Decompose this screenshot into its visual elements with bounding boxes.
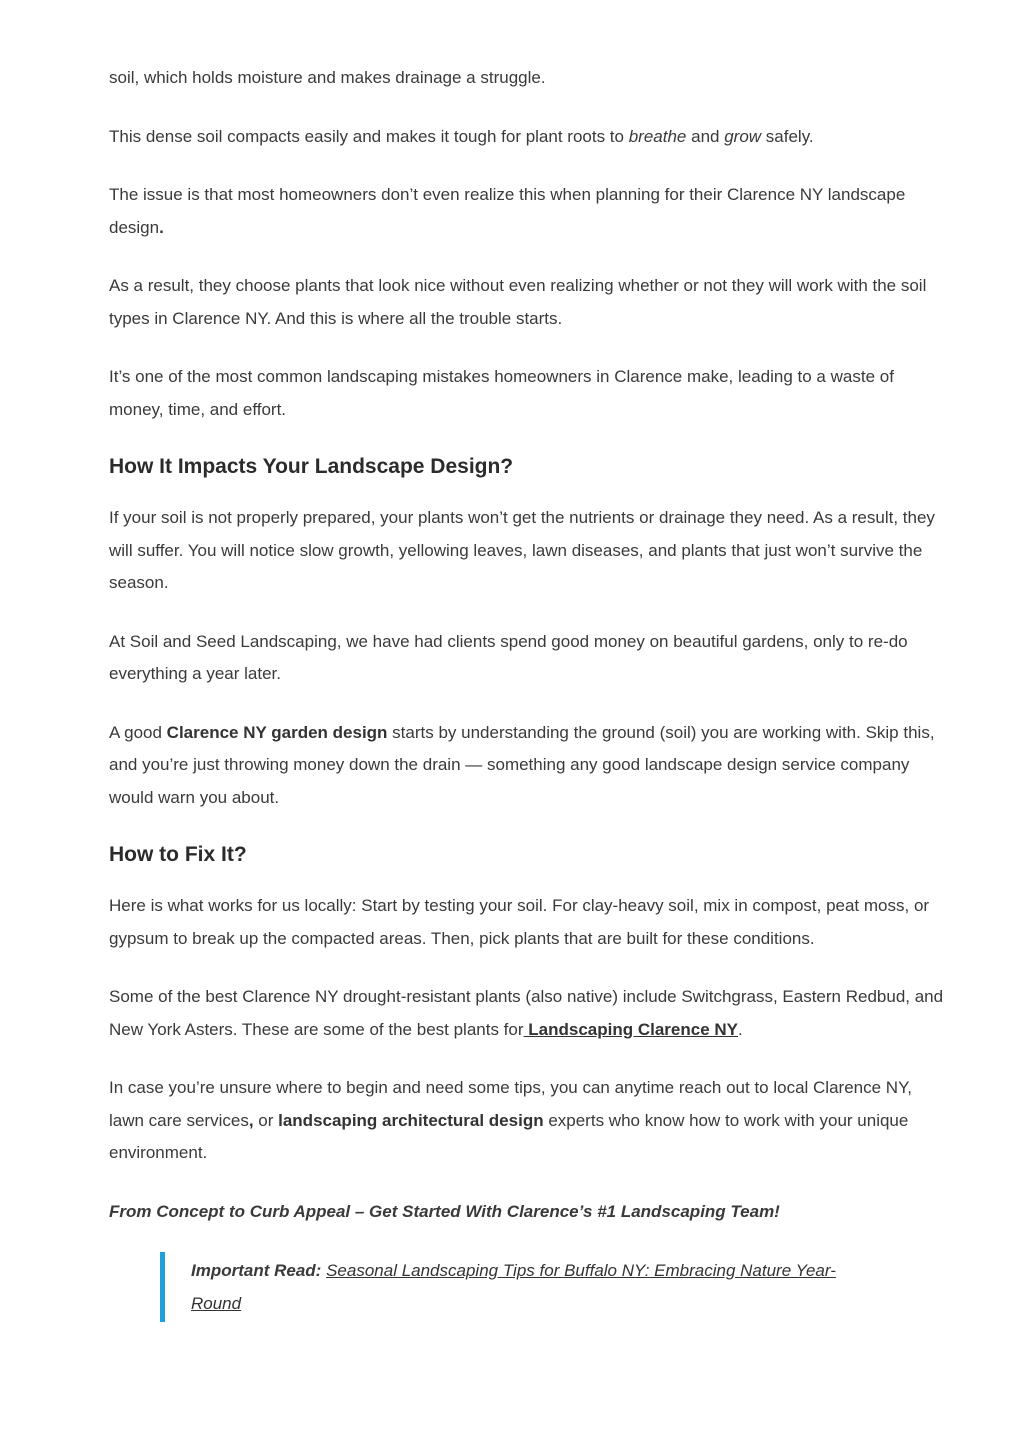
text-run: In case you’re unsure where to begin and need some tips, you can anytime reach out to local Clarence NY, lawn care services (109, 1078, 912, 1130)
text-run: experts who know how to work with your unique environment. (109, 1110, 909, 1162)
paragraph: At Soil and Seed Landscaping, we have had clients spend good money on beautiful gardens, only to re-do everything a year later. (109, 631, 908, 683)
important-read-text (191, 1254, 881, 1320)
section-heading-impacts: How It Impacts Your Landscape Design? (109, 455, 514, 478)
paragraph (109, 717, 949, 815)
call-to-action: From Concept to Curb Appeal – Get Started With Clarence’s #1 Landscaping Team! (109, 1201, 780, 1221)
bold-period: . (159, 217, 164, 237)
bold-comma: , (248, 1110, 254, 1130)
article-body (109, 62, 949, 1322)
text-run: starts by understanding the ground (soil) you are working with. Skip this, and you’re just throwing money down the drain — something any good landscape design service company would warn you about. (109, 722, 935, 807)
text-run: A good (109, 722, 167, 742)
section-heading-fix: How to Fix It? (109, 843, 247, 866)
paragraph: As a result, they choose plants that look nice without even realizing whether or not they will work with the soil types in Clarence NY. And this is where all the trouble starts. (109, 276, 927, 328)
important-read-blockquote (160, 1252, 881, 1322)
emphasis-breathe: breathe (628, 126, 687, 146)
paragraph: Here is what works for us locally: Start by testing your soil. For clay-heavy soil, mix in compost, peat moss, or gypsum to break up the compacted areas. Then, pick plants that are built for these conditions. (109, 896, 930, 948)
paragraph (109, 121, 949, 154)
paragraph: If your soil is not properly prepared, your plants won’t get the nutrients or drainage they need. As a result, they will suffer. You will notice slow growth, yellowing leaves, lawn diseases, and plants that just won’t survive the season. (109, 508, 935, 592)
text-run: and (686, 126, 725, 146)
text-run: This dense soil compacts easily and makes it tough for plant roots to (109, 126, 629, 146)
bold-garden-design: Clarence NY garden design (166, 722, 388, 742)
emphasis-grow: grow (724, 126, 762, 146)
important-read-label: Important Read: (191, 1261, 322, 1280)
text-run: or (253, 1110, 279, 1130)
landscaping-clarence-link[interactable]: Landscaping Clarence NY (523, 1019, 738, 1039)
bold-architectural-design: landscaping architectural design (278, 1110, 544, 1130)
text-run: . (737, 1019, 743, 1039)
paragraph: soil, which holds moisture and makes drainage a struggle. (109, 68, 546, 87)
paragraph (109, 179, 949, 244)
paragraph (109, 1072, 949, 1170)
paragraph (109, 981, 949, 1046)
seasonal-tips-link[interactable]: Seasonal Landscaping Tips for Buffalo NY: Embracing Nature Year-Round (191, 1261, 836, 1313)
text-run: The issue is that most homeowners don’t even realize this when planning for their Clarence NY landscape design (109, 185, 906, 237)
text-run: Some of the best Clarence NY drought-resistant plants (also native) include Switchgrass, Eastern Redbud, and New York Asters. These are some of the best plants for (109, 987, 944, 1039)
paragraph: It’s one of the most common landscaping mistakes homeowners in Clarence make, leading to a waste of money, time, and effort. (109, 367, 894, 419)
text-run: safely. (761, 126, 814, 146)
